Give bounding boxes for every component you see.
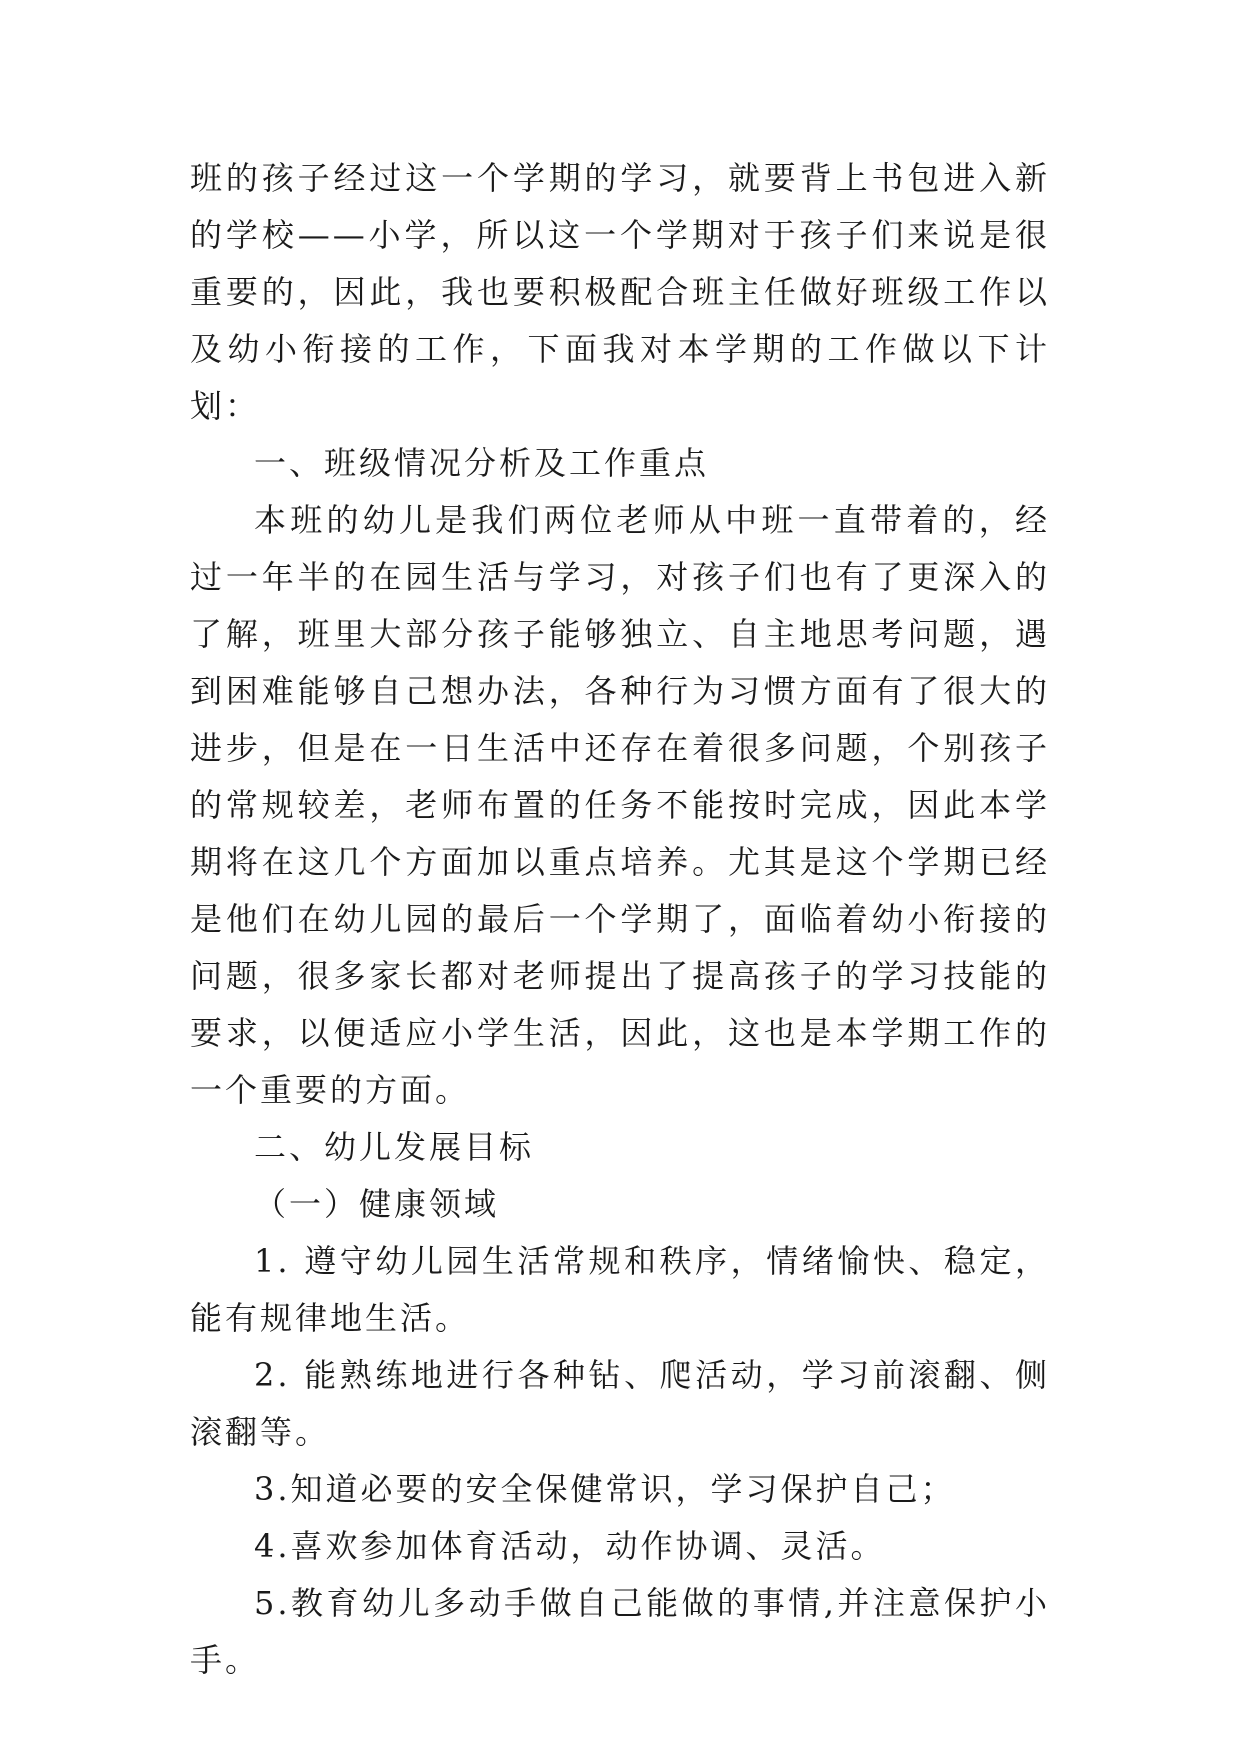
goal-item-4: 4.喜欢参加体育活动，动作协调、灵活。 — [254, 1527, 886, 1565]
subsection-heading-health: （一）健康领域 — [254, 1185, 500, 1223]
goal-item-5: 5.教育幼儿多动手做自己能做的事情,并注意保护小手。 — [190, 1584, 1050, 1679]
goal-item-2: 2. 能熟练地进行各种钻、爬活动，学习前滚翻、侧滚翻等。 — [190, 1356, 1050, 1451]
goal-item-1: 1. 遵守幼儿园生活常规和秩序，情绪愉快、稳定，能有规律地生活。 — [190, 1242, 1050, 1337]
goal-item-3: 3.知道必要的安全保健常识，学习保护自己； — [254, 1470, 956, 1508]
intro-paragraph: 班的孩子经过这一个学期的学习，就要背上书包进入新的学校——小学，所以这一个学期对于孩子们来说是很重要的，因此，我也要积极配合班主任做好班级工作以及幼小衔接的工作，下面我对本学期的工作做以下计划： — [190, 159, 1050, 425]
section-heading-development-goals: 二、幼儿发展目标 — [254, 1128, 535, 1166]
section-heading-class-analysis: 一、班级情况分析及工作重点 — [254, 444, 710, 482]
document-body — [190, 150, 1050, 1689]
class-analysis-paragraph: 本班的幼儿是我们两位老师从中班一直带着的，经过一年半的在园生活与学习，对孩子们也有了更深入的了解，班里大部分孩子能够独立、自主地思考问题，遇到困难能够自己想办法，各种行为习惯方面有了很大的进步，但是在一日生活中还存在着很多问题，个别孩子的常规较差，老师布置的任务不能按时完成，因此本学期将在这几个方面加以重点培养。尤其是这个学期已经是他们在幼儿园的最后一个学期了，面临着幼小衔接的问题，很多家长都对老师提出了提高孩子的学习技能的要求，以便适应小学生活，因此，这也是本学期工作的一个重要的方面。 — [190, 501, 1050, 1109]
